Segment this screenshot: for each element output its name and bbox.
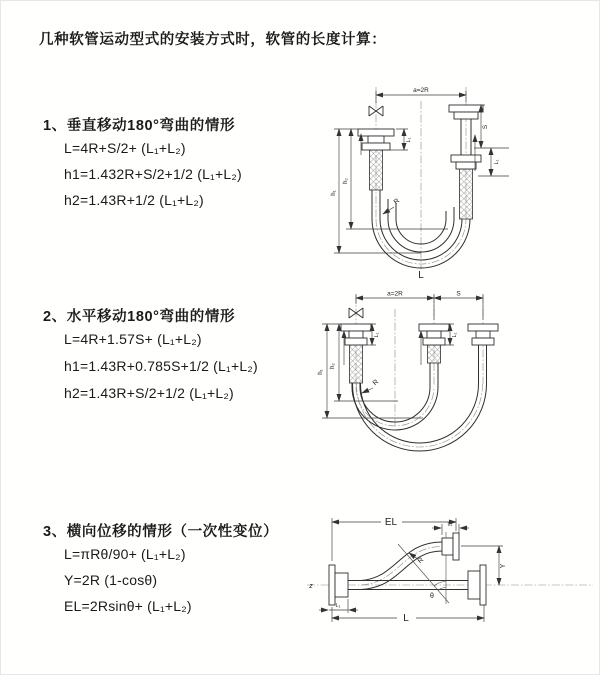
section-3-formula-EL: EL=2Rsinθ+ (L₁+L₂): [64, 598, 192, 614]
hose-u-bends: [352, 345, 487, 451]
dim-h1-label: h₁: [331, 190, 337, 196]
flanges: [329, 533, 486, 605]
dim-l1-right-label: L₁: [494, 159, 500, 165]
section-3-formula-L: L=πRθ/90+ (L₁+L₂): [64, 546, 186, 562]
dim-theta-label: θ: [430, 593, 434, 600]
centerlines: [376, 87, 466, 269]
centerline-break-mark: z: [309, 583, 313, 590]
section-2-formula-h2: h2=1.43R+S/2+1/2 (L₁+L₂): [64, 385, 234, 401]
dim-l-label: L: [418, 270, 424, 281]
section-1-heading: 1、垂直移动180°弯曲的情形: [43, 118, 236, 134]
dim-l1-left-label: L₁: [374, 332, 380, 338]
dimension-lines: [319, 518, 503, 622]
dim-el-label: EL: [384, 517, 398, 528]
dim-a2r-label: a=2R: [413, 87, 429, 94]
dim-y-label: Y: [500, 563, 507, 569]
dimension-lines: [334, 91, 509, 253]
section-2-formula-h1: h1=1.43R+0.785S+1/2 (L₁+L₂): [64, 358, 258, 374]
dimension-lines: [322, 294, 483, 418]
dim-r-label: R: [416, 556, 426, 566]
section-2-heading: 2、水平移动180°弯曲的情形: [43, 309, 236, 325]
page-title: 几种软管运动型式的安装方式时，软管的长度计算：: [39, 32, 387, 48]
dim-r-label: R: [371, 378, 381, 388]
section-1-formula-h1: h1=1.432R+S/2+1/2 (L₁+L₂): [64, 166, 242, 182]
dim-h2-label: h₂: [343, 178, 349, 184]
dim-a2r-label: a=2R: [387, 290, 403, 298]
section-1-formula-L: L=4R+S/2+ (L₁+L₂): [64, 140, 186, 156]
section-2-formula-L: L=4R+1.57S+ (L₁+L₂): [64, 331, 202, 347]
dim-s-label: S: [482, 124, 489, 130]
section-1-formula-h2: h2=1.43R+1/2 (L₁+L₂): [64, 192, 204, 208]
dim-h2-label: h₂: [330, 363, 336, 369]
dim-s-label: S: [456, 290, 461, 298]
dim-l1-mid-label: L₁: [452, 332, 458, 338]
diagram-lateral-displacement: [301, 507, 596, 632]
dim-l1-left-label: L₁: [335, 603, 341, 609]
flanges: [341, 324, 498, 345]
section-3-formula-Y: Y=2R (1-cosθ): [64, 572, 158, 588]
centerlines: [356, 295, 483, 447]
dim-r-label: R: [392, 197, 402, 207]
dim-l-label: L: [403, 613, 409, 624]
diagram-vertical-180-bend: [314, 71, 529, 286]
diagram-horizontal-180-bend: [313, 287, 528, 459]
dim-h1-label: h₁: [318, 369, 324, 375]
dim-l1-left-label: L₁: [406, 137, 412, 143]
section-3-heading: 3、横向位移的情形（一次性变位）: [43, 524, 279, 540]
dim-l1-top-label: L₁: [447, 521, 453, 528]
